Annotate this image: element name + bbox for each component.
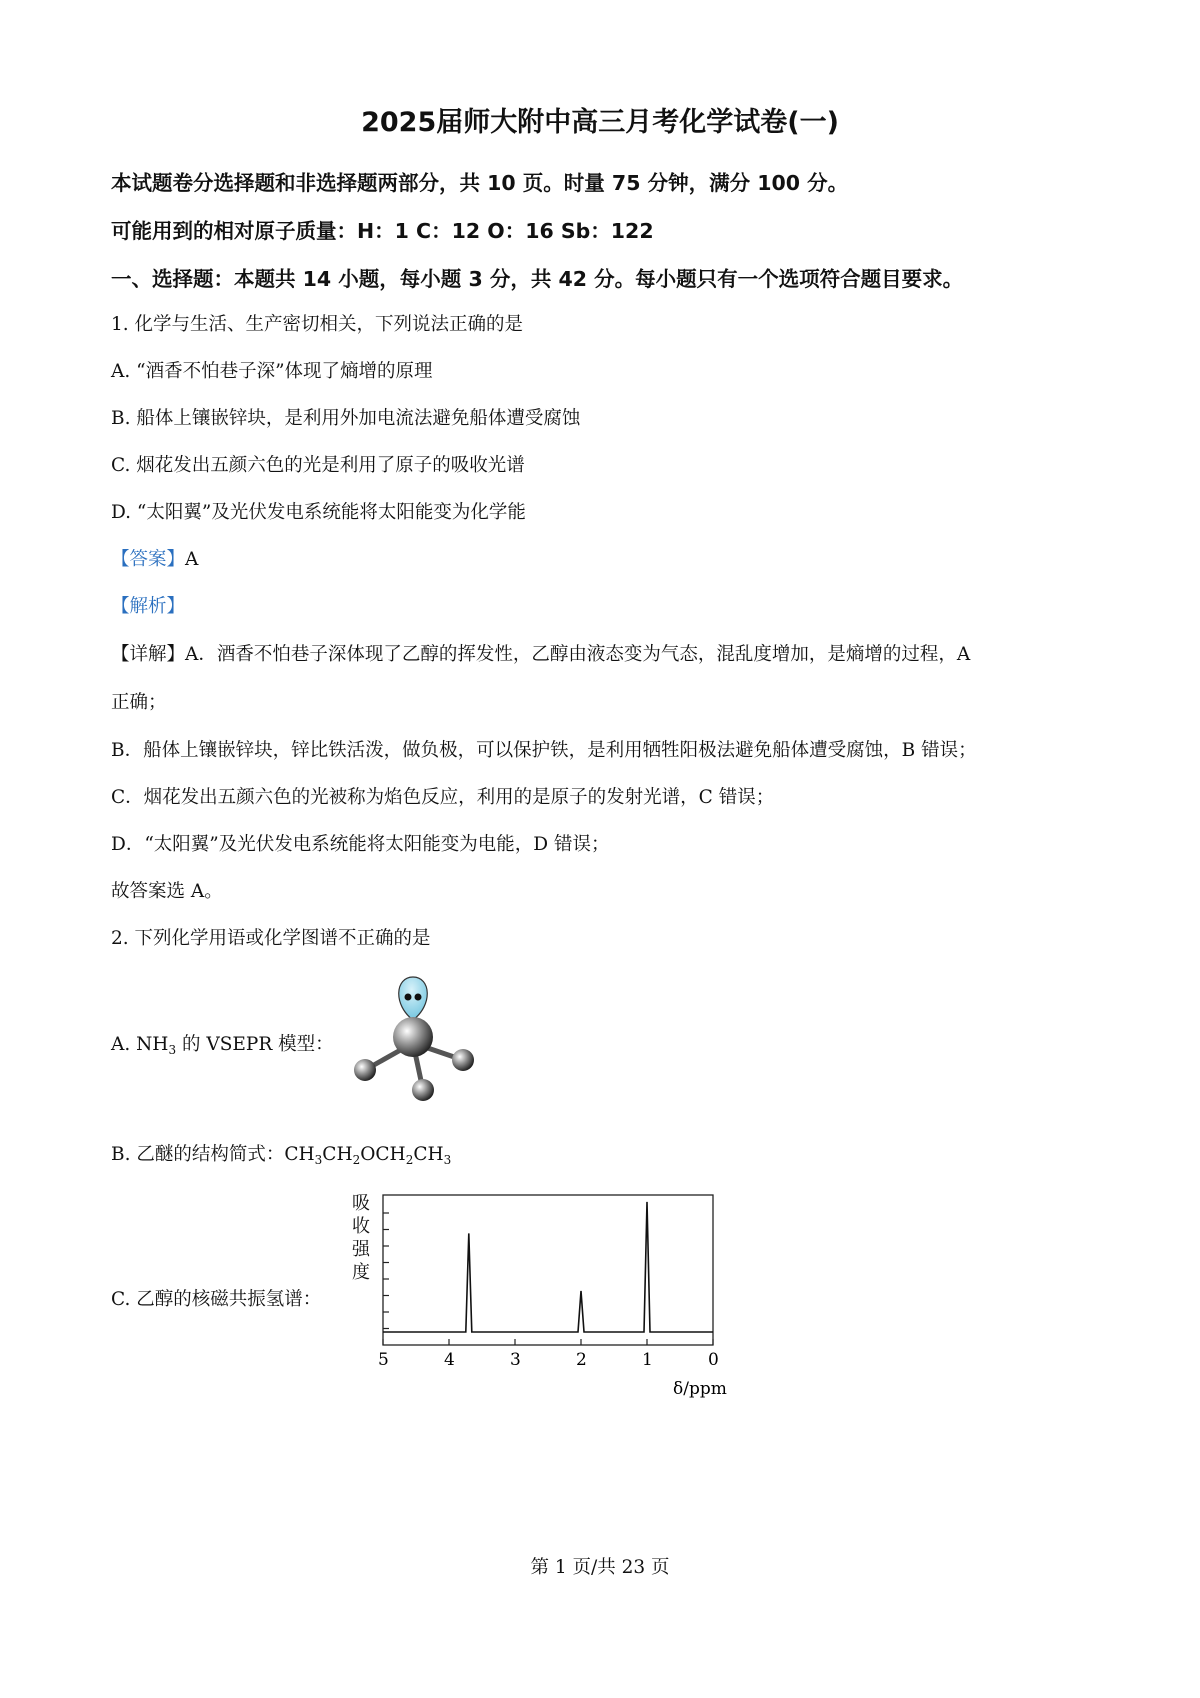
question-1-option-b: B. 船体上镶嵌锌块，是利用外加电流法避免船体遭受腐蚀 xyxy=(111,408,581,429)
question-1-option-d: D. “太阳翼”及光伏发电系统能将太阳能变为化学能 xyxy=(111,502,526,523)
question-1-option-a: A. “酒香不怕巷子深”体现了熵增的原理 xyxy=(111,361,433,382)
page-footer: 第 1 页/共 23 页 xyxy=(530,1557,670,1578)
section-heading: 一、选择题：本题共 14 小题，每小题 3 分，共 42 分。每小题只有一个选项符合题目要求。 xyxy=(111,267,964,291)
vsepr-model-image xyxy=(345,975,495,1110)
y-label-char-4: 度 xyxy=(352,1262,370,1283)
y-label-char-1: 吸 xyxy=(352,1193,370,1214)
x-tick-label: 2 xyxy=(576,1350,587,1370)
detail-line-4: C．烟花发出五颜六色的光被称为焰色反应，利用的是原子的发射光谱，C 错误； xyxy=(111,787,775,808)
y-label-char-3: 强 xyxy=(352,1239,370,1260)
x-tick-label: 5 xyxy=(378,1350,389,1370)
ether-formula: $CH_3CH_2OCH_2CH_3$ xyxy=(284,1144,452,1167)
question-2-option-a: A. $NH_3$ 的 VSEPR 模型： xyxy=(111,1034,334,1057)
x-tick-label: 4 xyxy=(444,1350,455,1370)
detail-line-3: B．船体上镶嵌锌块，锌比铁活泼，做负极，可以保护铁，是利用牺牲阳极法避免船体遭受腐蚀，B 错误； xyxy=(111,740,977,761)
question-1-option-c: C. 烟花发出五颜六色的光是利用了原子的吸收光谱 xyxy=(111,455,525,476)
question-2-stem: 2. 下列化学用语或化学图谱不正确的是 xyxy=(111,928,431,949)
x-tick-label: 3 xyxy=(510,1350,521,1370)
detail-line-2: 正确； xyxy=(111,692,167,713)
page-title: 2025届师大附中高三月考化学试卷(一) xyxy=(361,107,839,138)
x-ticks xyxy=(378,1339,719,1370)
conclusion: 故答案选 A。 xyxy=(111,881,223,902)
y-ticks xyxy=(383,1213,389,1329)
x-axis-label: δ/ppm xyxy=(673,1379,727,1399)
plot-frame xyxy=(383,1195,713,1345)
answer-tag: 【答案】 xyxy=(111,549,186,570)
spectrum-line xyxy=(383,1202,713,1332)
analysis-tag: 【解析】 xyxy=(111,596,186,617)
detail-line-5: D．“太阳翼”及光伏发电系统能将太阳能变为电能，D 错误； xyxy=(111,834,610,855)
answer-line xyxy=(111,545,198,571)
atomic-mass-info: 可能用到的相对原子质量：H：1 C：12 O：16 Sb：122 xyxy=(111,219,654,243)
question-2-option-c: C. 乙醇的核磁共振氢谱： xyxy=(111,1289,322,1310)
question-2-option-b: B. 乙醚的结构简式：$CH_3CH_2OCH_2CH_3$ xyxy=(111,1144,452,1167)
question-1-stem: 1. 化学与生活、生产密切相关，下列说法正确的是 xyxy=(111,314,524,335)
y-label-char-2: 收 xyxy=(352,1216,370,1237)
detail-line-1: 【详解】A．酒香不怕巷子深体现了乙醇的挥发性，乙醇由液态变为气态，混乱度增加，是熵增的过程，A xyxy=(111,644,971,665)
answer-value: A xyxy=(185,549,199,570)
nmr-spectrum-chart xyxy=(340,1185,740,1405)
x-tick-label: 0 xyxy=(708,1350,719,1370)
y-axis-label xyxy=(352,1193,371,1283)
x-tick-label: 1 xyxy=(642,1350,653,1370)
exam-intro: 本试题卷分选择题和非选择题两部分，共 10 页。时量 75 分钟，满分 100 分。 xyxy=(111,171,849,195)
